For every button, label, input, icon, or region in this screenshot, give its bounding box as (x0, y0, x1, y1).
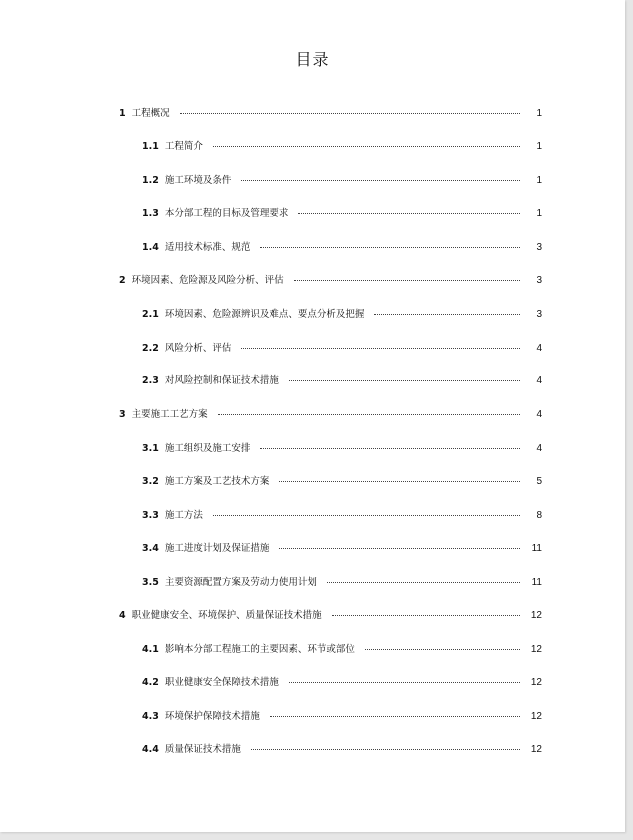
toc-entry[interactable] (142, 342, 542, 356)
toc-leader-dots (241, 348, 520, 349)
toc-entry-label: 环境保护保障技术措施 (164, 711, 260, 722)
toc-entry-page: 11 (531, 577, 542, 588)
toc-entry-number: 3.1 (142, 443, 159, 454)
toc-entry-page: 12 (530, 744, 542, 755)
toc-entry-number: 2.3 (142, 375, 159, 386)
toc-entry[interactable] (142, 374, 542, 388)
toc-entry-label: 施工进度计划及保证措施 (164, 543, 270, 554)
toc-leader-dots (279, 548, 520, 549)
toc-entry-number: 1.4 (142, 242, 159, 253)
toc-entry-page: 4 (536, 443, 542, 454)
toc-leader-dots (180, 113, 520, 114)
toc-leader-dots (374, 314, 520, 315)
toc-leader-dots (327, 582, 520, 583)
toc-leader-dots (213, 515, 520, 516)
toc-entry-number: 4.1 (142, 644, 159, 655)
toc-leader-dots (241, 180, 520, 181)
toc-entry-label: 风险分析、评估 (164, 343, 232, 354)
toc-entry-label: 职业健康安全、环境保护、质量保证技术措施 (131, 610, 322, 621)
toc-entry[interactable] (142, 442, 542, 456)
toc-entry[interactable] (142, 475, 542, 489)
toc-entry[interactable] (119, 408, 542, 422)
toc-entry-label: 主要资源配置方案及劳动力使用计划 (164, 577, 317, 588)
toc-leader-dots (251, 749, 520, 750)
toc-entry-label: 工程简介 (164, 141, 203, 152)
toc-entry-page: 1 (536, 208, 542, 219)
toc-entry-number: 3.4 (142, 543, 159, 554)
toc-entry-label: 职业健康安全保障技术措施 (164, 677, 279, 688)
toc-entry-label: 主要施工工艺方案 (131, 409, 208, 420)
toc-entry[interactable] (142, 743, 542, 757)
toc-entry[interactable] (142, 207, 542, 221)
toc-entry-page: 12 (530, 677, 542, 688)
toc-entry-label: 本分部工程的目标及管理要求 (164, 208, 289, 219)
toc-entry-number: 3.5 (142, 577, 159, 588)
toc-entry-number: 4.4 (142, 744, 159, 755)
toc-leader-dots (294, 280, 520, 281)
toc-entry-number: 3.2 (142, 476, 159, 487)
toc-leader-dots (289, 682, 520, 683)
toc-entry[interactable] (142, 140, 542, 154)
toc-entry-number: 4.2 (142, 677, 159, 688)
toc-entry[interactable] (142, 676, 542, 690)
toc-entry[interactable] (142, 174, 542, 188)
toc-entry[interactable] (142, 241, 542, 255)
toc-entry-number: 1.1 (142, 141, 159, 152)
page-title: 目录 (295, 50, 330, 69)
toc-entry[interactable] (119, 609, 542, 623)
toc-entry-number: 2.2 (142, 343, 159, 354)
toc-entry-label: 对风险控制和保证技术措施 (164, 375, 279, 386)
toc-entry-number: 2.1 (142, 309, 159, 320)
toc-entry-page: 4 (536, 409, 542, 420)
toc-entry[interactable] (142, 710, 542, 724)
toc-entry-page: 8 (536, 510, 542, 521)
toc-entry-number: 1 (119, 108, 126, 119)
toc-entry-label: 影响本分部工程施工的主要因素、环节或部位 (164, 644, 355, 655)
toc-entry[interactable] (119, 107, 542, 121)
toc-entry-page: 12 (530, 711, 542, 722)
toc-entry-label: 适用技术标准、规范 (164, 242, 251, 253)
toc-entry-number: 3 (119, 409, 126, 420)
toc-entry[interactable] (142, 576, 542, 590)
toc-entry-number: 4 (119, 610, 126, 621)
toc-entry-label: 施工环境及条件 (164, 175, 232, 186)
toc-entry-page: 1 (536, 108, 542, 119)
toc-entry-page: 5 (536, 476, 542, 487)
toc-entry-page: 12 (530, 610, 542, 621)
toc-leader-dots (298, 213, 520, 214)
toc-entry-page: 1 (536, 175, 542, 186)
toc-leader-dots (289, 380, 520, 381)
toc-entry[interactable] (142, 308, 542, 322)
toc-leader-dots (260, 448, 520, 449)
toc-leader-dots (270, 716, 520, 717)
toc-leader-dots (365, 649, 520, 650)
toc-entry-page: 4 (536, 375, 542, 386)
toc-entry-page: 1 (536, 141, 542, 152)
toc-entry-page: 3 (536, 275, 542, 286)
toc-entry-label: 施工方案及工艺技术方案 (164, 476, 270, 487)
toc-leader-dots (260, 247, 520, 248)
toc-entry-label: 工程概况 (131, 108, 170, 119)
toc-entry[interactable] (119, 274, 542, 288)
toc-entry-page: 12 (530, 644, 542, 655)
toc-entry-page: 3 (536, 309, 542, 320)
toc-entry-number: 1.3 (142, 208, 159, 219)
toc-entry-number: 4.3 (142, 711, 159, 722)
toc-leader-dots (218, 414, 520, 415)
toc-entry-page: 4 (536, 343, 542, 354)
toc-leader-dots (279, 481, 520, 482)
toc-entry-page: 11 (531, 543, 542, 554)
toc-leader-dots (332, 615, 520, 616)
toc-entry-label: 环境因素、危险源辨识及难点、要点分析及把握 (164, 309, 365, 320)
toc-entry-label: 施工方法 (164, 510, 203, 521)
toc-entry[interactable] (142, 643, 542, 657)
toc-entry[interactable] (142, 509, 542, 523)
toc-entry-page: 3 (536, 242, 542, 253)
toc-entry-label: 环境因素、危险源及风险分析、评估 (131, 275, 284, 286)
toc-entry-label: 施工组织及施工安排 (164, 443, 251, 454)
toc-entry-number: 2 (119, 275, 126, 286)
toc-leader-dots (213, 146, 520, 147)
toc-entry-number: 3.3 (142, 510, 159, 521)
toc-entry-label: 质量保证技术措施 (164, 744, 241, 755)
toc-entry[interactable] (142, 542, 542, 556)
toc-entry-number: 1.2 (142, 175, 159, 186)
